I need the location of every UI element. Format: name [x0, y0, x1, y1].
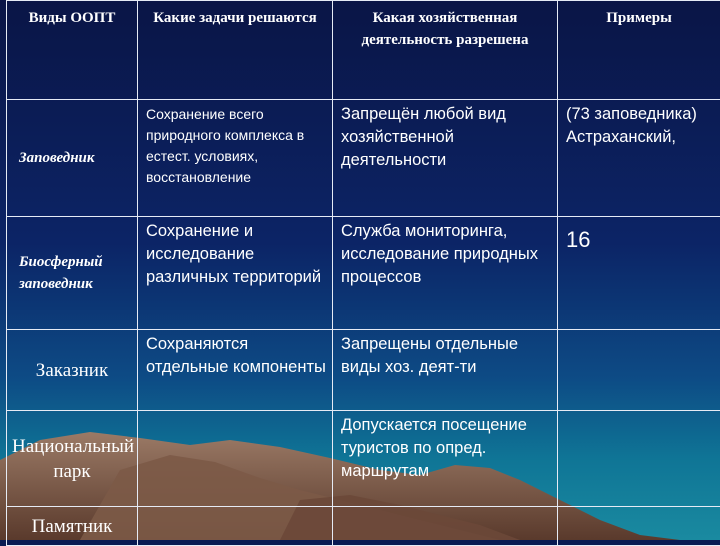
row-tasks: Сохраняются отдельные компоненты [138, 330, 333, 411]
row-type: Биосферный заповедник [19, 251, 137, 295]
header-types: Виды ООПТ [7, 1, 138, 100]
row-tasks: Сохранение и исследование различных территорий [138, 217, 333, 330]
row-type: Заказник [36, 358, 108, 383]
row-examples [558, 411, 720, 507]
table-row [7, 330, 720, 411]
table-row [7, 411, 720, 507]
row-activity: Служба мониторинга, исследование природных процессов [333, 217, 558, 330]
row-activity: Запрещены отдельные виды хоз. деят-ти [333, 330, 558, 411]
row-type: Заповедник [19, 147, 95, 169]
protected-areas-table [6, 0, 720, 546]
row-examples: (73 заповедника) Астраханский, [558, 100, 720, 217]
row-examples: 16 [558, 217, 720, 330]
row-examples [558, 330, 720, 411]
header-examples: Примеры [558, 1, 720, 100]
header-row [7, 1, 720, 100]
header-activity: Какая хозяйственная деятельность разрешена [333, 1, 558, 100]
row-activity: Допускается посещение туристов по опред. маршрутам [333, 411, 558, 507]
row-tasks: Сохранение всего природного комплекса в естест. условиях, восстановление [138, 100, 333, 217]
table-row [7, 217, 720, 330]
row-type: Памятник [32, 514, 113, 539]
row-type: Национальный парк [12, 434, 132, 484]
table-row [7, 100, 720, 217]
row-tasks [138, 411, 333, 507]
row-activity: Запрещён любой вид хозяйственной деятельности [333, 100, 558, 217]
header-tasks: Какие задачи решаются [138, 1, 333, 100]
